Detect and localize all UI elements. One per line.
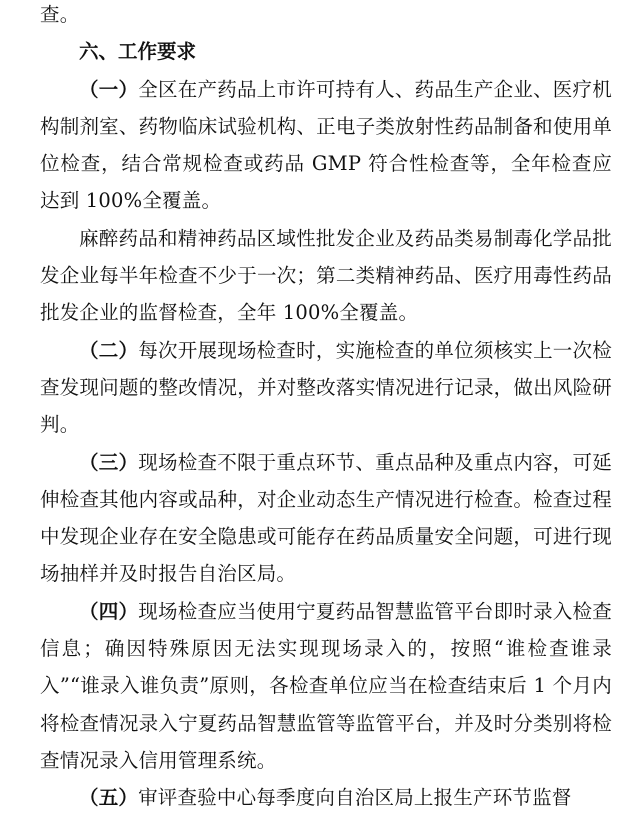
paragraph-4 (40, 444, 612, 593)
paragraph-4-text: 现场检查不限于重点环节、重点品种及重点内容，可延伸检查其他内容或品种，对企业动态生产情况进行检查。检查过程中发现企业存在安全隐患或可能存在药品质量安全问题，可进行现场抽样并及时报告自治区局。 (40, 450, 612, 586)
paragraph-5-label: （四） (79, 599, 139, 623)
paragraph-3 (40, 332, 612, 444)
paragraph-4-label: （三） (79, 450, 139, 474)
paragraph-2-text: 麻醉药品和精神药品区域性批发企业及药品类易制毒化学品批发企业每半年检查不少于一次；第二类精神药品、医疗用毒性药品批发企业的监督检查，全年 100%全覆盖。 (40, 226, 612, 325)
paragraph-6-label: （五） (79, 786, 139, 810)
paragraph-5 (40, 593, 612, 779)
paragraph-3-label: （二） (79, 338, 139, 362)
paragraph-6 (40, 779, 612, 816)
paragraph-6-text: 审评查验中心每季度向自治区局上报生产环节监督 (138, 786, 572, 810)
paragraph-1-text: 全区在产药品上市许可持有人、药品生产企业、医疗机构制剂室、药物临床试验机构、正电子类放射性药品制备和使用单位检查，结合常规检查或药品 GMP 符合性检查等，全年检查应达到 100%全覆盖。 (40, 77, 612, 213)
paragraph-1 (40, 71, 612, 220)
paragraph-3-text: 每次开展现场检查时，实施检查的单位须核实上一次检查发现问题的整改情况，并对整改落实情况进行记录，做出风险研判。 (40, 338, 612, 437)
section-heading: 六、工作要求 (79, 40, 197, 64)
paragraph-1-label: （一） (79, 77, 139, 101)
leading-fragment: 查。 (40, 3, 80, 26)
paragraph-5-text: 现场检查应当使用宁夏药品智慧监管平台即时录入检查信息；确因特殊原因无法实现现场录入的，按照“谁检查谁录入”“谁录入谁负责”原则，各检查单位应当在检查结束后 1 个月内将检查情况录入宁夏药品智慧监管等监管平台，并及时分类别将检查情况录入信用管理系统。 (40, 599, 612, 772)
paragraph-2 (40, 220, 612, 332)
